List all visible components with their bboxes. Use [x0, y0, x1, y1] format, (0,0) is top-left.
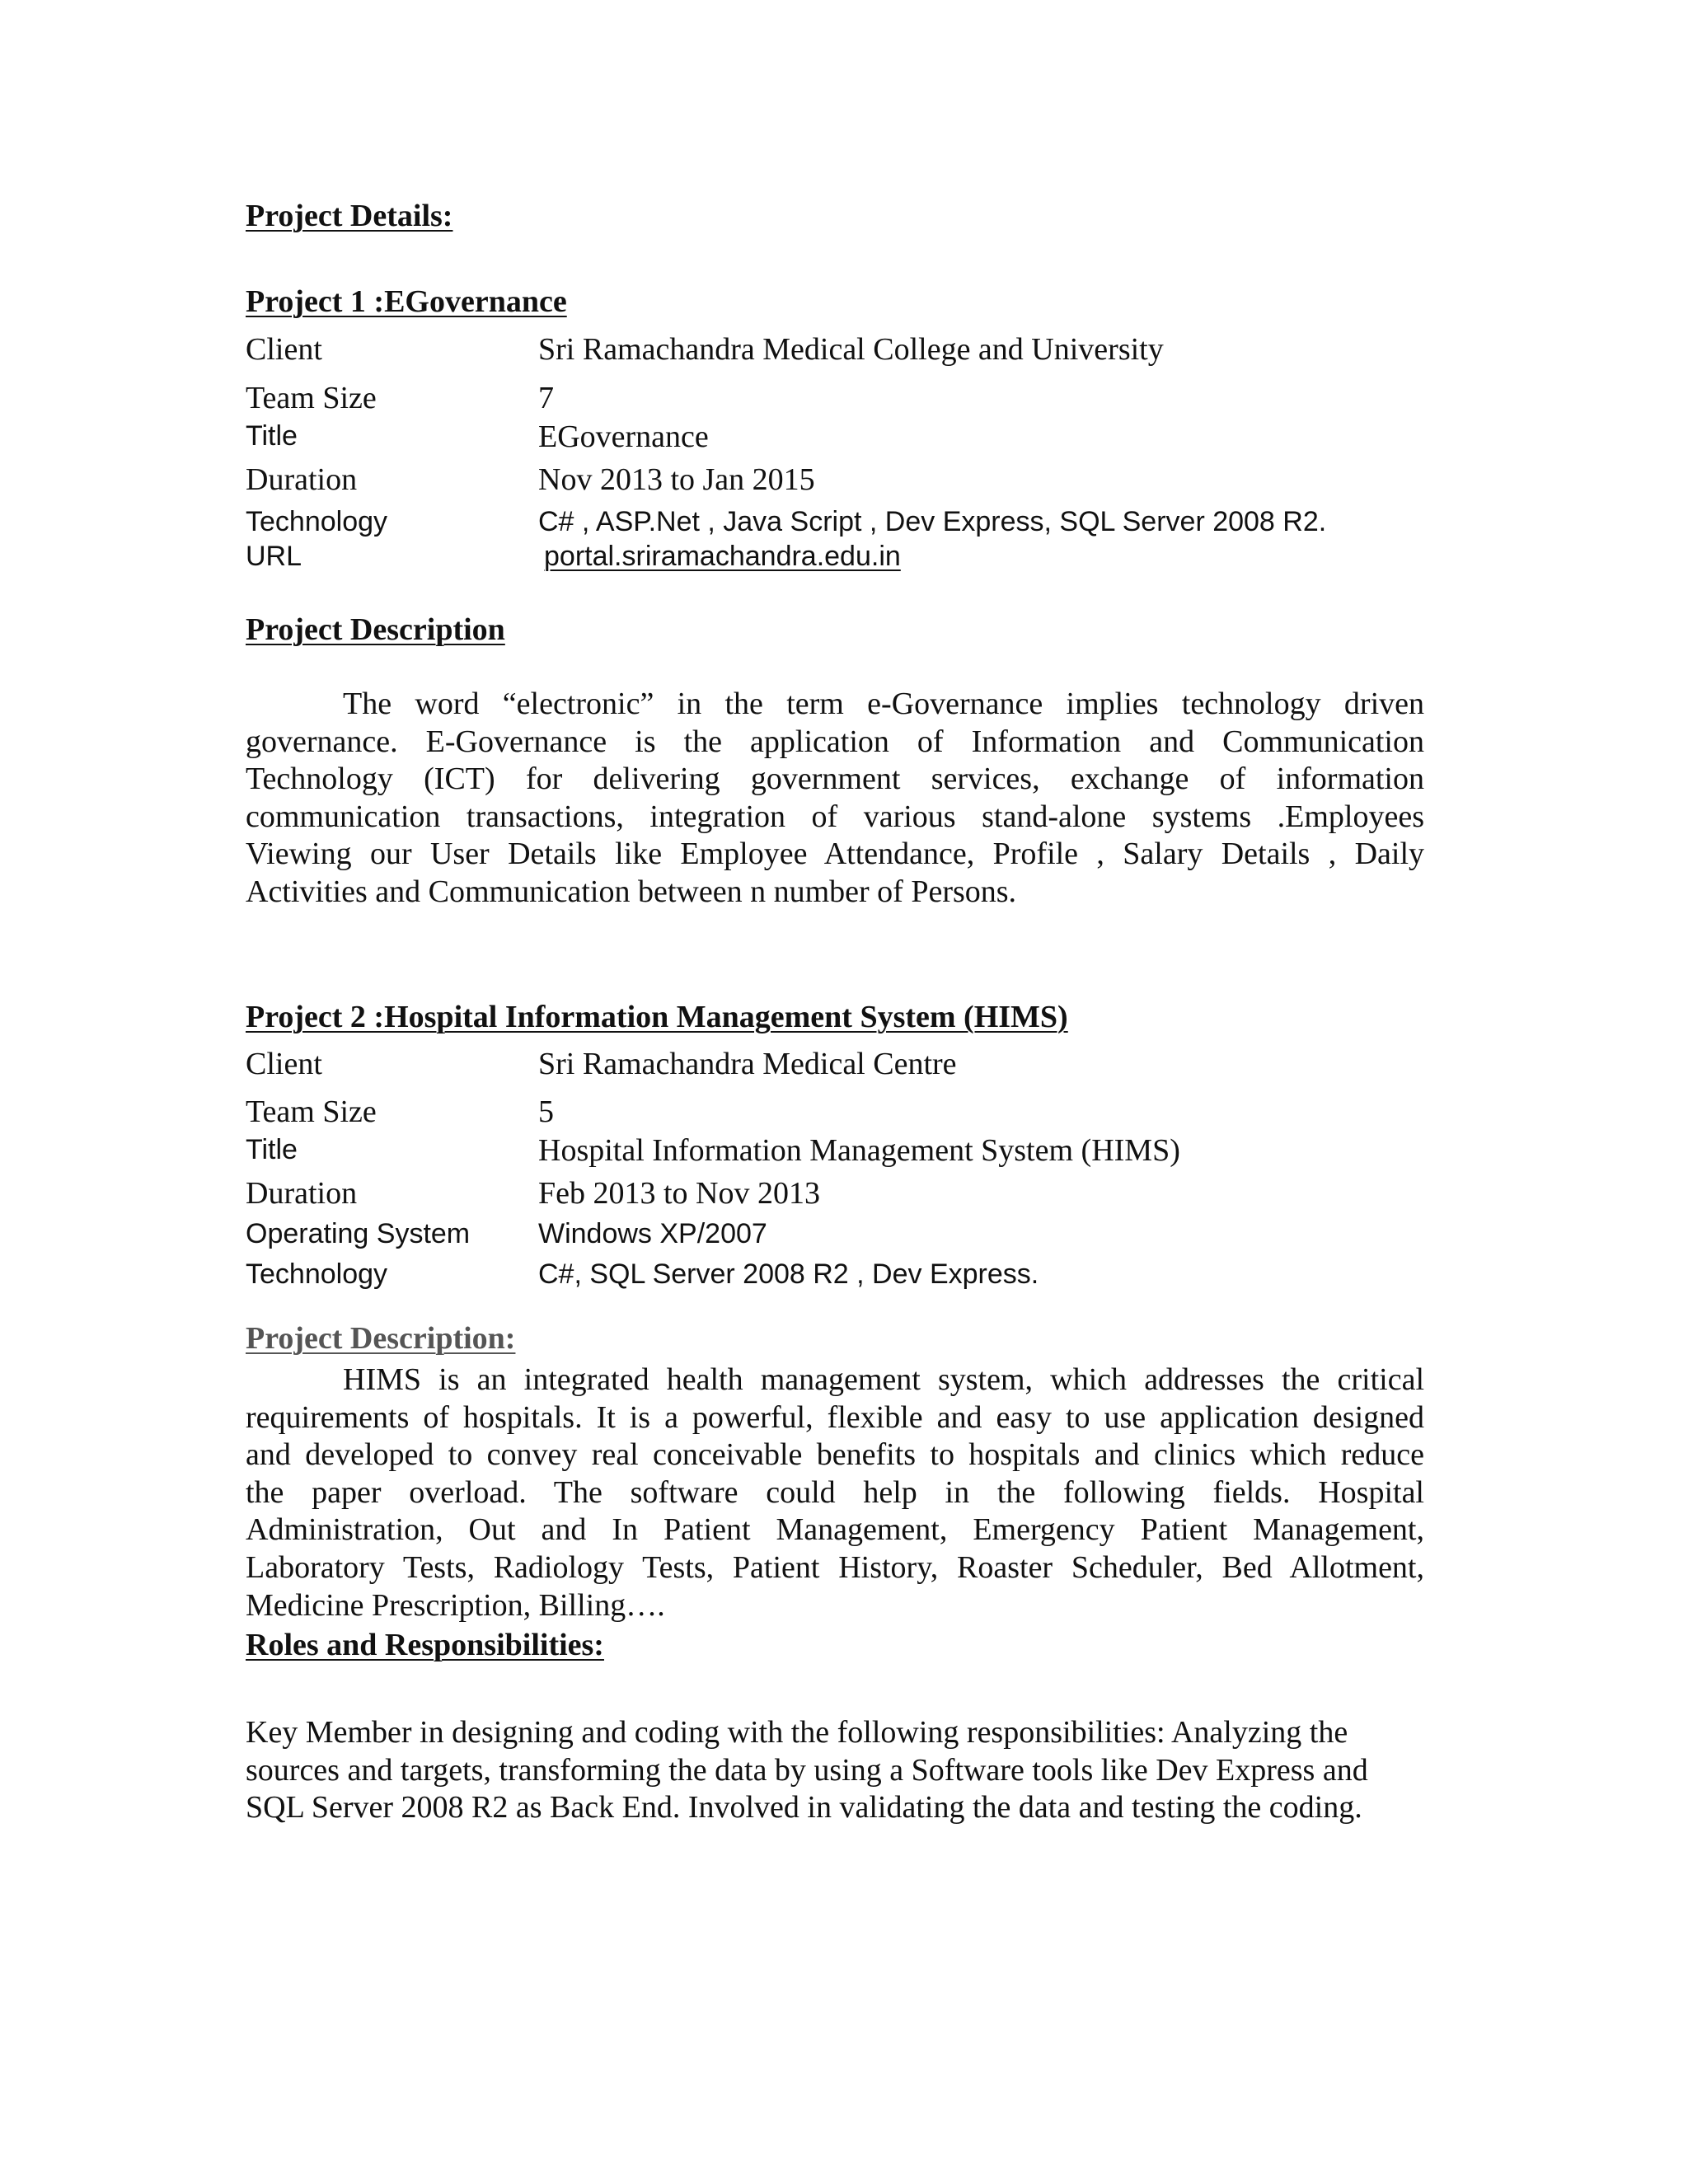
project-2-client-value: Sri Ramachandra Medical Centre: [538, 1047, 957, 1081]
project-2-description-heading: Project Description:: [246, 1321, 516, 1356]
project-2-technology-label: Technology: [246, 1258, 388, 1290]
description-line: requirements of hospitals. It is a powerful, flexible and easy to use application designed: [246, 1399, 1424, 1435]
project-1-description-heading: Project Description: [246, 612, 505, 647]
roles-line: Key Member in designing and coding with the following responsibilities: Analyzing the: [246, 1715, 1348, 1750]
project-1-url-label: URL: [246, 541, 302, 572]
roles-line: sources and targets, transforming the data by using a Software tools like Dev Express and: [246, 1752, 1368, 1788]
project-2-technology-value: C#, SQL Server 2008 R2 , Dev Express.: [538, 1258, 1039, 1290]
project-1-team-size-value: 7: [538, 381, 554, 415]
roles-heading: Roles and Responsibilities:: [246, 1628, 604, 1662]
project-1-duration-label: Duration: [246, 462, 358, 497]
project-1-heading: Project 1 :EGovernance: [246, 284, 567, 319]
project-2-description: [246, 1361, 1424, 1624]
description-line: Medicine Prescription, Billing….: [246, 1587, 665, 1623]
description-line: Technology (ICT) for delivering government services, exchange of information: [246, 762, 1424, 797]
description-line: communication transactions, integration of various stand-alone systems .Employees: [246, 799, 1424, 834]
description-line: Activities and Communication between n number of Persons.: [246, 874, 1017, 909]
project-2-team-size-value: 5: [538, 1094, 554, 1129]
project-1-title-value: EGovernance: [538, 419, 709, 454]
project-1-url-link[interactable]: portal.sriramachandra.edu.in: [544, 541, 901, 572]
roles-line: SQL Server 2008 R2 as Back End. Involved in validating the data and testing the coding.: [246, 1790, 1362, 1825]
project-2-team-size-label: Team Size: [246, 1094, 377, 1129]
project-2-title-value: Hospital Information Management System (HIMS): [538, 1133, 1180, 1168]
project-1-duration-value: Nov 2013 to Jan 2015: [538, 462, 815, 497]
project-1-client-value: Sri Ramachandra Medical College and University: [538, 332, 1164, 367]
roles-paragraph: [246, 1714, 1432, 1827]
project-2-title-label: Title: [246, 1134, 298, 1165]
project-2-duration-value: Feb 2013 to Nov 2013: [538, 1176, 820, 1211]
description-line: the paper overload. The software could help in the following fields. Hospital: [246, 1474, 1424, 1510]
description-line: HIMS is an integrated health management system, which addresses the critical: [343, 1362, 1424, 1397]
description-line: The word “electronic” in the term e-Governance implies technology driven: [343, 687, 1424, 721]
page-title: Project Details:: [246, 199, 453, 233]
project-2-client-label: Client: [246, 1047, 322, 1081]
project-2-os-label: Operating System: [246, 1218, 471, 1249]
project-1-technology-value: C# , ASP.Net , Java Script , Dev Express, SQL Server 2008 R2.: [538, 506, 1327, 537]
project-1-client-label: Client: [246, 332, 322, 367]
description-line: and developed to convey real conceivable benefits to hospitals and clinics which reduce: [246, 1437, 1424, 1473]
project-2-heading: Project 2 :Hospital Information Management System (HIMS): [246, 1000, 1068, 1034]
project-2-duration-label: Duration: [246, 1176, 358, 1211]
description-line: governance. E-Governance is the application of Information and Communication: [246, 724, 1424, 759]
project-1-technology-label: Technology: [246, 506, 388, 537]
description-line: Administration, Out and In Patient Management, Emergency Patient Management,: [246, 1512, 1424, 1548]
project-1-description: [246, 686, 1424, 912]
project-2-os-value: Windows XP/2007: [538, 1218, 767, 1249]
description-line: Laboratory Tests, Radiology Tests, Patient History, Roaster Scheduler, Bed Allotment,: [246, 1549, 1424, 1585]
project-1-title-label: Title: [246, 420, 298, 452]
project-1-team-size-label: Team Size: [246, 381, 377, 415]
description-line: Viewing our User Details like Employee Attendance, Profile , Salary Details , Daily: [246, 837, 1424, 872]
